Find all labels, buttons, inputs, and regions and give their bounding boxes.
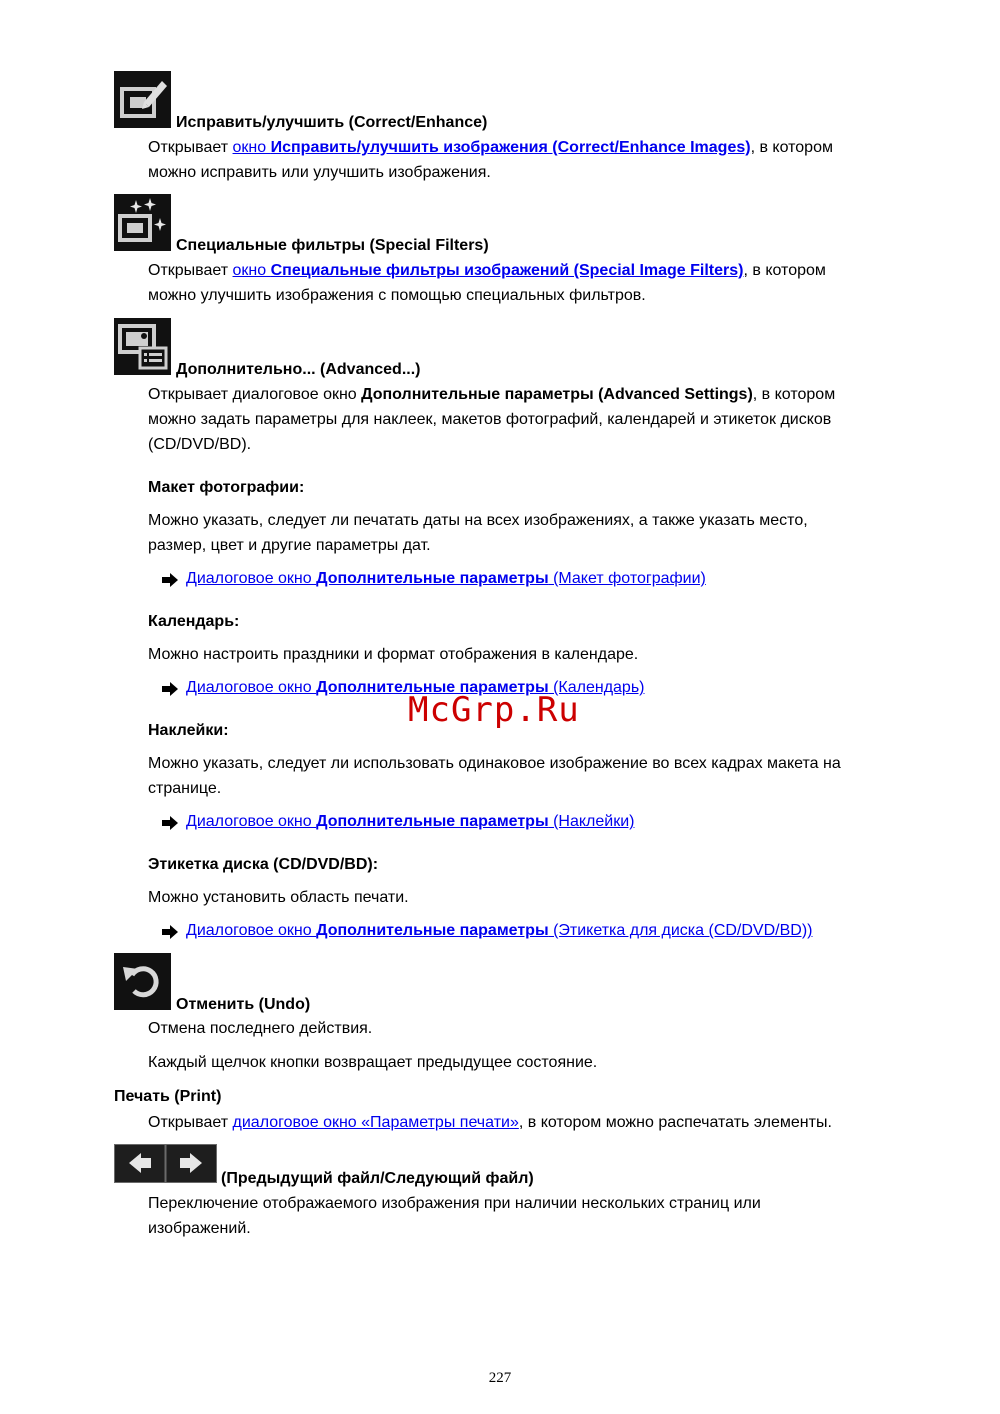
subsection-heading-stickers: Наклейки: — [148, 722, 229, 739]
section-title-correct-enhance: Исправить/улучшить (Correct/Enhance) — [176, 114, 488, 131]
undo-text-line2: Каждый щелчок кнопки возвращает предыдущее состояние. — [148, 1054, 598, 1071]
section-title-advanced: Дополнительно... (Advanced...) — [176, 361, 421, 378]
description-text: Открывает — [148, 262, 233, 279]
stickers-settings-link[interactable]: Диалоговое окно Дополнительные параметры (Наклейки) — [186, 813, 635, 830]
special-filters-description — [148, 261, 826, 281]
disc-label-text-line1: Можно установить область печати. — [148, 889, 409, 906]
section-title-prev-next: (Предыдущий файл/Следующий файл) — [221, 1170, 534, 1187]
description-text: Открывает — [148, 139, 233, 156]
disc-label-settings-link[interactable]: Диалоговое окно Дополнительные параметры (Этикетка для диска (CD/DVD/BD)) — [186, 922, 813, 939]
stickers-text-line2: странице. — [148, 780, 222, 797]
next-arrow-icon[interactable] — [180, 1153, 202, 1173]
arrow-right-icon — [162, 816, 178, 830]
prev-next-buttons — [114, 1144, 217, 1183]
print-description: Открывает диалоговое окно «Параметры печати», в котором можно распечатать элементы. — [148, 1114, 832, 1131]
correct-enhance-images-link[interactable]: окно Исправить/улучшить изображения (Correct/Enhance Images) — [232, 139, 751, 156]
advanced-description: Открывает диалоговое окно Дополнительные параметры (Advanced Settings), в котором — [148, 386, 836, 403]
stickers-text-line1: Можно указать, следует ли использовать одинаковое изображение во всех кадрах макета на — [148, 755, 841, 772]
photo-layout-text-line1: Можно указать, следует ли печатать даты на всех изображениях, а также указать место, — [148, 512, 808, 529]
previous-arrow-icon[interactable] — [129, 1153, 151, 1173]
arrow-right-icon — [162, 682, 178, 696]
arrow-right-icon — [162, 573, 178, 587]
section-title-print: Печать (Print) — [114, 1088, 222, 1105]
prev-next-text-line2: изображений. — [148, 1220, 251, 1237]
special-filters-icon[interactable] — [114, 194, 171, 251]
description-text: , в котором — [750, 139, 833, 156]
undo-icon[interactable] — [114, 953, 171, 1010]
advanced-icon[interactable] — [114, 318, 171, 375]
correct-enhance-description-line2: можно исправить или улучшить изображения. — [148, 164, 491, 181]
print-settings-dialog-link[interactable]: диалоговое окно «Параметры печати» — [232, 1114, 519, 1131]
calendar-settings-link[interactable]: Диалоговое окно Дополнительные параметры (Календарь) — [186, 679, 645, 696]
subsection-heading-disc-label: Этикетка диска (CD/DVD/BD): — [148, 856, 379, 873]
correct-enhance-icon[interactable] — [114, 71, 171, 128]
calendar-text-line1: Можно настроить праздники и формат отображения в календаре. — [148, 646, 639, 663]
arrow-right-icon — [162, 925, 178, 939]
page-number: 227 — [488, 1370, 512, 1386]
subsection-heading-calendar: Календарь: — [148, 613, 240, 630]
special-filters-description-line2: можно улучшить изображения с помощью специальных фильтров. — [148, 287, 646, 304]
undo-text-line1: Отмена последнего действия. — [148, 1020, 373, 1037]
subsection-heading-photo-layout: Макет фотографии: — [148, 479, 305, 496]
photo-layout-settings-link[interactable]: Диалоговое окно Дополнительные параметры (Макет фотографии) — [186, 570, 706, 587]
advanced-description-line2: можно задать параметры для наклеек, макетов фотографий, календарей и этикеток дисков — [148, 411, 832, 428]
special-image-filters-link[interactable]: окно Специальные фильтры изображений (Special Image Filters) — [232, 262, 744, 279]
correct-enhance-description — [148, 138, 833, 158]
advanced-description-line3: (CD/DVD/BD). — [148, 436, 252, 453]
section-title-undo: Отменить (Undo) — [176, 996, 311, 1013]
watermark: McGrp.Ru — [408, 690, 580, 730]
photo-layout-text-line2: размер, цвет и другие параметры дат. — [148, 537, 431, 554]
prev-next-text-line1: Переключение отображаемого изображения при наличии нескольких страниц или — [148, 1195, 761, 1212]
description-text: , в котором — [743, 262, 826, 279]
section-title-special-filters: Специальные фильтры (Special Filters) — [176, 237, 489, 254]
